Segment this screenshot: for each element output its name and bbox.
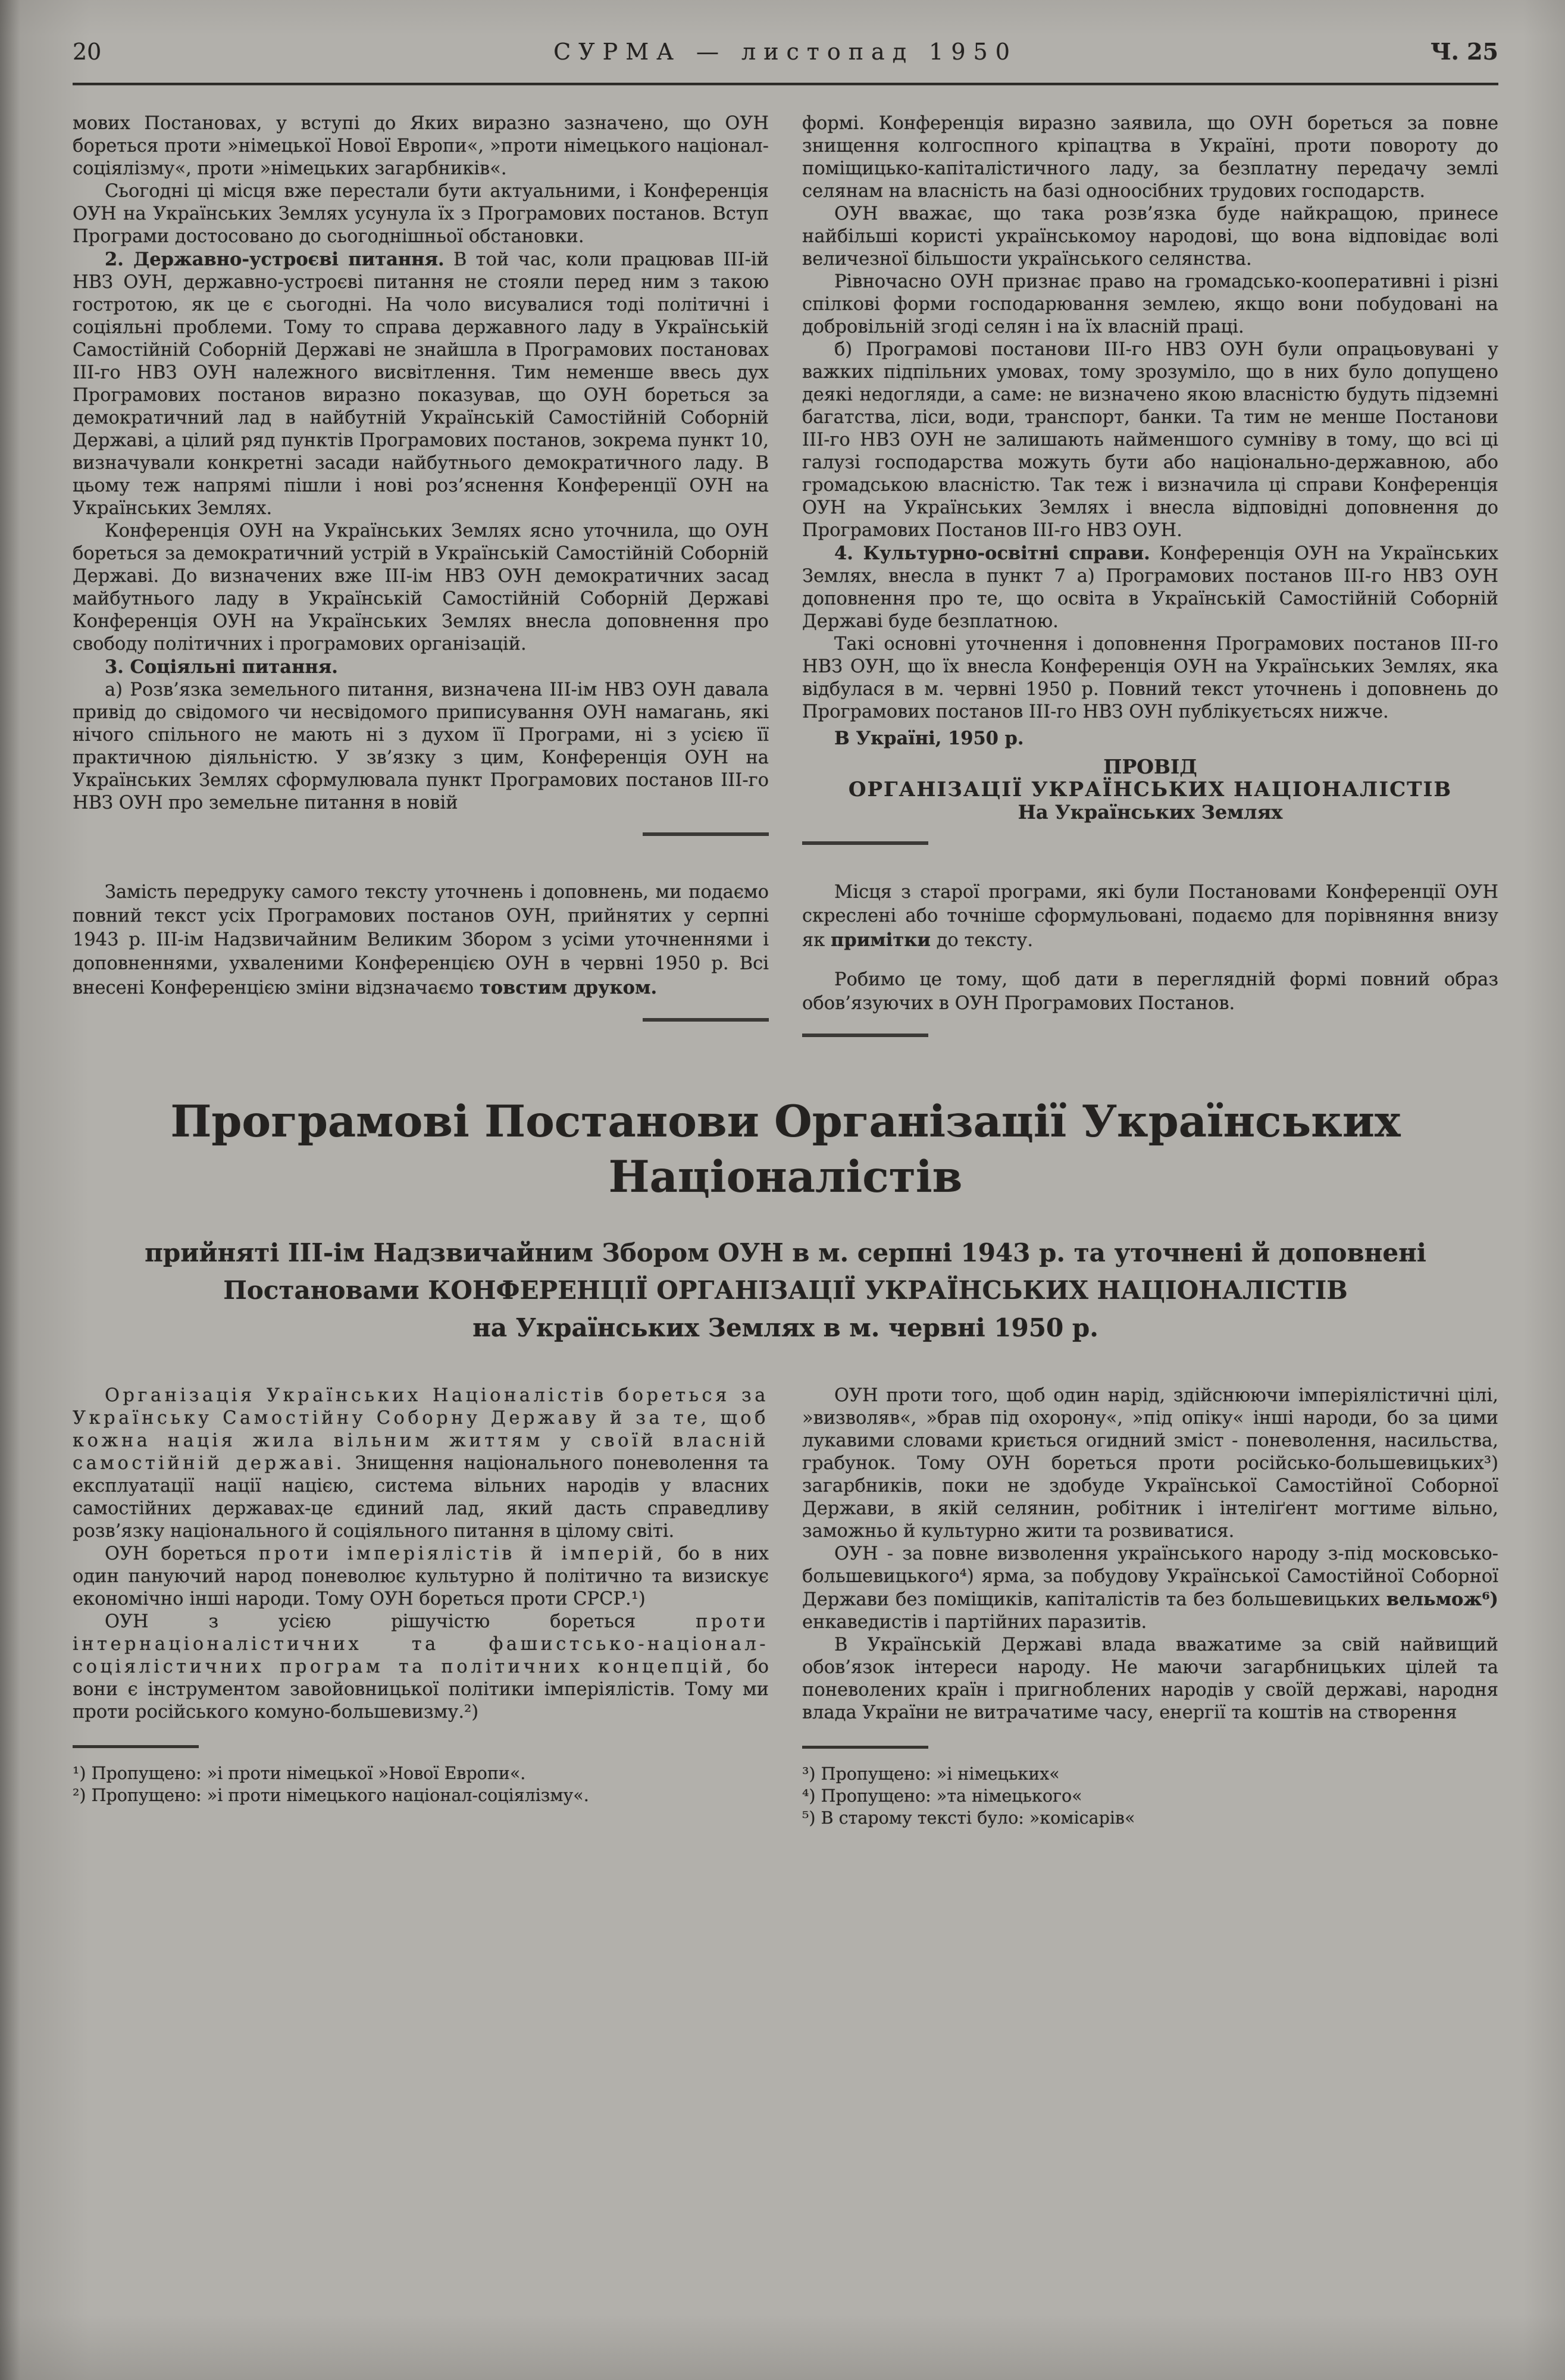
title-line: Націоналістів xyxy=(608,1151,963,1203)
paragraph xyxy=(73,1611,769,1724)
paragraph: Такі основні уточнення і доповнення Програмових постанов ІІІ-го НВЗ ОУН, що їх внесла Конференція ОУН на Українських Землях, яка відбулася в м. червні 1950 р. Повний текст уточнень і доповнень до Програмових постанов ІІІ-го НВЗ ОУН публікуєтьсях нижче. xyxy=(802,634,1498,722)
emphasized-text: Організація Українських Націоналістів бореться за Українську Самостійну Соборну Державу й за те, щоб кожна нація жила вільним життям у своїй власній самостійній державі. xyxy=(73,1385,769,1474)
footnote: ³) Пропущено: »і німецьких« xyxy=(802,1764,1060,1784)
paragraph xyxy=(73,1385,769,1543)
body-right-column xyxy=(802,1385,1498,1829)
issue-number: Ч. 25 xyxy=(1430,38,1498,65)
paragraph-text: В той час, коли працював ІІІ-ій НВЗ ОУН, державно-устроєві питання не стояли перед ним з такою гостротою, як це є сьогодні. На чоло висувалися тоді політичні і соціяльні проблеми. Тому то справа державного ладу в Українській Самостійній Соборній Державі не знайшла в Програмових постановах ІІІ-го НВЗ ОУН належного висвітлення. Тим неменше ввесь дух Програмових постанов виразно показував, що ОУН бореться за демократичний лад в найбутній Українській Самостійній Соборній Державі, а цілий ряд пунктів Програмових постанов, зокрема пункт 10, визначували конкретні засади найбутнього демократичного ладу. В цьому теж напрямі пішли і нові роз’яснення Конференції ОУН на Українських Землях. xyxy=(73,249,769,519)
paragraph-text: Знищення національного поневолення та експлуатації нації нацією, система вільних народів у власних самостійних державах-це єдиний лад, який дасть справедливу розв’язку національного й соціяльного питання в цілому світі. xyxy=(73,1452,769,1542)
emphasized-text: проти імперіялістів й імперій, xyxy=(258,1543,666,1564)
signoff-place: В Україні, 1950 р. xyxy=(834,728,1024,749)
paragraph-text: ОУН з усією рішучістю бореться xyxy=(105,1611,696,1632)
footnote-rule xyxy=(802,1746,928,1749)
subtitle-line: Постановами КОНФЕРЕНЦІЇ ОРГАНІЗАЦІЇ УКРАЇНСЬКИХ НАЦІОНАЛІСТІВ xyxy=(223,1275,1348,1305)
bold-text: примітки xyxy=(831,929,931,951)
top-left-column xyxy=(73,112,769,845)
note-right-column xyxy=(802,881,1498,1037)
footnote: ²) Пропущено: »і проти німецького націонал-соціялізму«. xyxy=(73,1785,589,1805)
spacer xyxy=(802,953,1498,968)
note-left-column xyxy=(73,881,769,1037)
signoff-line: ПРОВІД xyxy=(1103,755,1197,778)
paragraph: Сьогодні ці місця вже перестали бути актуальними, і Конференція ОУН на Українських Землях усунула їх з Програмових постанов. Вступ Програми достосовано до сьогоднішньої обстановки. xyxy=(73,181,769,247)
section-end-dash xyxy=(802,1034,928,1037)
section-heading-2: 2. Державно-устроєві питання. xyxy=(105,249,445,270)
paragraph: формі. Конференція виразно заявила, що ОУН бореться за повне знищення колгоспного кріпацтва в Україні, проти повороту до поміщицько-капіталістичного ладу, за безплатну передачу землі селянам на власність на базі одноосібних трудових господарств. xyxy=(802,113,1498,202)
paragraph: В Українській Державі влада вважатиме за свій найвищий обов’язок інтереси народу. Не маючи загарбницьких цілей та поневолених країн і пригноблених народів у своїй державі, народня влада України не витрачатиме часу, енергії та коштів на створення xyxy=(802,1634,1498,1723)
bold-text: товстим друком. xyxy=(479,977,658,998)
footnote: ⁵) В старому тексті було: »комісарів« xyxy=(802,1808,1135,1828)
footnote: ¹) Пропущено: »і проти німецької »Нової Европи«. xyxy=(73,1763,526,1783)
paragraph xyxy=(73,881,769,1000)
paragraph-text: ОУН бореться xyxy=(105,1543,259,1564)
document-subtitle xyxy=(73,1234,1498,1346)
footnote-rule xyxy=(73,1745,199,1748)
signoff-line: На Українських Землях xyxy=(1018,801,1283,823)
paragraph: Робимо це тому, щоб дати в переглядній формі повний образ обов’язуючих в ОУН Програмових Постанов. xyxy=(802,969,1498,1014)
subtitle-line: на Українських Землях в м. червні 1950 р. xyxy=(472,1313,1098,1342)
paragraph: мових Постановах, у вступі до Яких виразно зазначено, що ОУН бореться проти »німецької Нової Европи«, »проти німецького націонал-соціялізму«, проти »німецьких загарбників«. xyxy=(73,113,769,179)
header-rule xyxy=(73,83,1498,85)
paragraph xyxy=(73,1543,769,1611)
paragraph: Конференція ОУН на Українських Землях ясно уточнила, що ОУН бореться за демократичний устрій в Українській Самостійній Соборній Державі. До визначених вже ІІІ-ім НВЗ ОУН демократичних засад майбутнього ладу в Українській Самостійній Соборній Державі Конференція ОУН на Українських Землях внесла доповнення про свободу політичних і програмових організацій. xyxy=(73,521,769,654)
paragraph-text: бо в них один пануючий народ поневолює культурно й політично та визискує економічно інші народи. Тому ОУН бореться проти СРСР.¹) xyxy=(73,1543,769,1609)
paragraph: ОУН проти того, щоб один нарід, здійснюючи імперіялістичні цілі, »визволяв«, »брав під охорону«, »під опіку« інші народи, бо за цими лукавими словами криється огидний зміст - поневолення, насильства, грабунок. Тому ОУН бореться проти російсько-большевицьких³) загарбників, поки не здобуде Української Самостійної Соборної Держави, в якій селянин, робітник і інтеліґент могтиме вільно, заможньо й культурно жити та розвиватися. xyxy=(802,1385,1498,1542)
footnote: ⁴) Пропущено: »та німецького« xyxy=(802,1786,1082,1806)
bold-text: вельмож⁶) xyxy=(1386,1588,1498,1610)
signoff-line: ОРГАНІЗАЦІЇ УКРАЇНСЬКИХ НАЦІОНАЛІСТІВ xyxy=(848,778,1453,801)
body-left-column xyxy=(73,1385,769,1829)
document-body xyxy=(73,1385,1498,1829)
emphasized-text: проти інтернаціоналістичних та фашистсько-націонал-соціялістичних програм та політичних концепцій, xyxy=(73,1611,769,1677)
paragraph: Рівночасно ОУН признає право на громадсько-кооперативні і різні спілкові форми господарювання землею, якщо вони побудовані на добровільній згоді селян і на їх власній праці. xyxy=(802,271,1498,337)
paragraph-text: Замість передруку самого тексту уточнень і доповнень, ми подаємо повний текст усіх Програмових постанов ОУН, прийнятих у серпні 1943 р. ІІІ-ім Надзвичайним Великим Збором з усіми уточненнями і доповненнями, ухваленими Конференцією ОУН в червні 1950 р. Всі внесені Конференцією зміни відзначаємо xyxy=(73,882,769,998)
subtitle-line: прийняті ІІІ-ім Надзвичайним Збором ОУН в м. серпні 1943 р. та уточнені й доповнені xyxy=(145,1238,1426,1267)
title-line: Програмові Постанови Організації Українських xyxy=(170,1096,1401,1147)
section-end-dash xyxy=(643,832,769,836)
page-number: 20 xyxy=(73,39,102,65)
paragraph-text: бо вони є інструментом завойовницької політики імперіялістів. Тому ми проти російського комуно-большевизму.²) xyxy=(73,1656,769,1723)
paragraph-text: ОУН - за повне визволення українського народу з-під московсько-большевицького⁴) ярма, за побудову Української Самостійної Соборної Держави без поміщиків, капіталістів та без большевицьких xyxy=(802,1543,1498,1610)
editorial-note xyxy=(73,881,1498,1037)
paragraph-text: Конференція ОУН на Українських Землях, внесла в пункт 7 а) Програмових постанов ІІІ-го НВЗ ОУН доповнення про те, що освіта в Українській Самостійній Соборній Державі буде безплатною. xyxy=(802,543,1498,632)
section-end-dash xyxy=(643,1018,769,1022)
section-heading-4: 4. Культурно-освітні справи. xyxy=(834,543,1150,564)
paragraph: ОУН вважає, що така розв’язка буде найкращою, принесе найбільші користі українськомоу народові, що вона відповідає волі величезної більшости українського селянства. xyxy=(802,203,1498,270)
document-title-block xyxy=(73,1094,1498,1346)
paragraph xyxy=(802,1543,1498,1634)
footnotes-left xyxy=(73,1762,769,1806)
paragraph-text: Місця з старої програми, які були Постановами Конференції ОУН скреслені або точніше сформульовані, подаємо для порівняння внизу як xyxy=(802,882,1498,951)
paragraph-text: до тексту. xyxy=(930,930,1034,951)
footnotes-right xyxy=(802,1763,1498,1829)
section-heading-3: 3. Соціяльні питання. xyxy=(105,656,338,678)
top-article xyxy=(73,112,1498,845)
masthead-title: СУРМА — листопад 1950 xyxy=(553,39,1018,65)
paragraph: а) Розв’язка земельного питання, визначена ІІІ-ім НВЗ ОУН давала привід до свідомого чи несвідомого приписування ОУН намагань, які нічого спільного не мають ні з духом її Програми, ні з усією її практичною діяльністю. У зв’язку з цим, Конференція ОУН на Українських Землях сформулювала пункт Програмових постанов ІІІ-го НВЗ ОУН про земельне питання в новій xyxy=(73,679,769,813)
paragraph: б) Програмові постанови ІІІ-го НВЗ ОУН були опрацьовувані у важких підпільних умовах, тому зрозуміло, що в них було допущено деякі недогляди, а саме: не визначено якою власністю будуть підземні багатства, ліси, води, транспорт, банки. Та тим не менше Постанови ІІІ-го НВЗ ОУН не залишають найменшого сумніву в тому, що всі ці галузі господарства можуть бути або національно-державною, або громадською власністю. Так теж і визначила ці справи Конференція ОУН на Українських Землях і внесла відповідні доповнення до Програмових Постанов ІІІ-го НВЗ ОУН. xyxy=(802,339,1498,541)
paragraph xyxy=(73,248,769,520)
section-end-dash xyxy=(802,841,928,845)
document-title xyxy=(73,1094,1498,1205)
paragraph xyxy=(802,542,1498,633)
paragraph xyxy=(802,881,1498,953)
running-head xyxy=(73,38,1498,65)
top-right-column xyxy=(802,112,1498,845)
paragraph-text: енкаведистів і партійних паразитів. xyxy=(802,1611,1147,1633)
